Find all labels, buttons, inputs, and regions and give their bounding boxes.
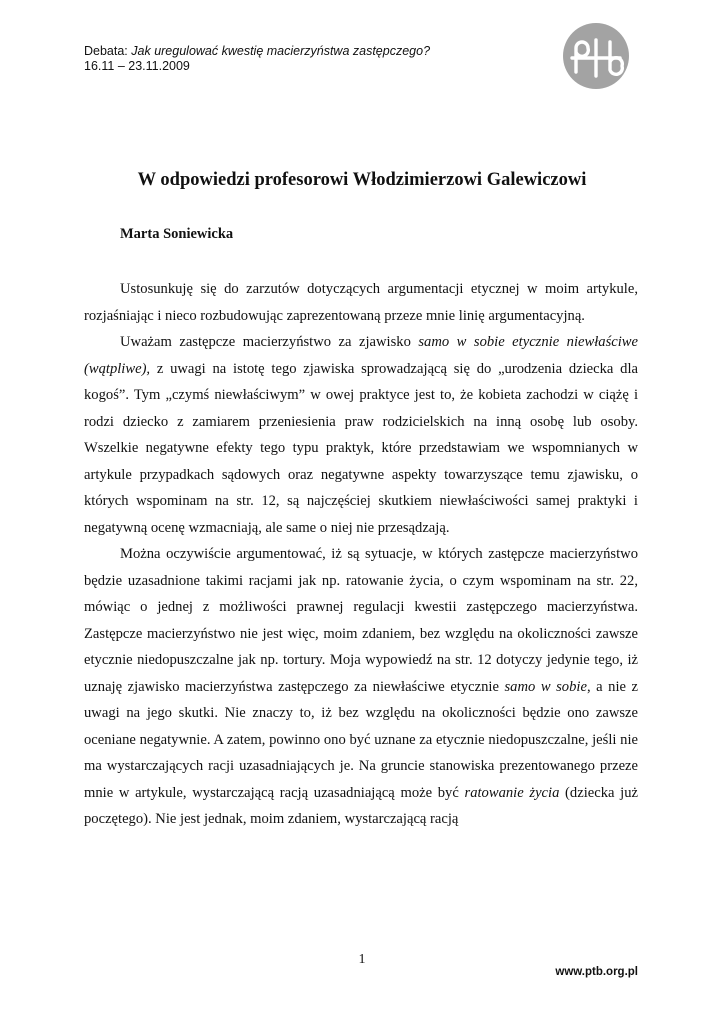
emphasis-text: ratowanie życia (464, 784, 560, 801)
document-header (84, 44, 430, 74)
debate-prefix: Debata: (84, 44, 132, 58)
paragraph-text: Ustosunkuję się do zarzutów dotyczących argumentacji etycznej w moim artykule, rozjaśniając i nieco rozbudowując zaprezentowaną przeze mnie linię argumentacyjną. (84, 281, 638, 324)
debate-topic: Jak uregulować kwestię macierzyństwa zastępczego? (131, 44, 431, 58)
paragraph-text: Uważam zastępcze macierzyństwo za zjawisko (120, 334, 419, 350)
article-title: W odpowiedzi profesorowi Włodzimierzowi Galewiczowi (137, 170, 587, 190)
paragraph (84, 276, 638, 329)
footer-url: www.ptb.org.pl (555, 966, 638, 978)
paragraph-text: , a nie z uwagi na jego skutki. Nie znaczy to, iż bez względu na okoliczności będzie ono zawsze oceniane negatywnie. A zatem, powinno ono być uznane za etycznie niedopuszczalne, jeśli nie ma wystarczających racji uzasadniających je. Na gruncie stanowiska prezentowanego przeze mnie w artykule, wystarczającą racją uzasadniającą może być (84, 678, 639, 801)
paragraph (84, 329, 638, 541)
paragraph-text: Można oczywiście argumentować, iż są sytuacje, w których zastępcze macierzyństwo będzie uzasadnione takimi racjami jak np. ratowanie życia, o czym wspominam na str. 22, mówiąc o jednej z możliwości prawnej regulacji kwestii zastępczego macierzyństwa. Zastępcze macierzyństwo nie jest więc, moim zdaniem, bez względu na okoliczności zawsze etycznie niedopuszczalne jak np. tortury. Moja wypowiedź na str. 12 dotyczy jedynie tego, iż uznaję zjawisko macierzyństwa zastępczego za niewłaściwe etycznie (84, 546, 638, 695)
paragraph (84, 541, 638, 833)
article-body (84, 276, 638, 833)
debate-line (84, 44, 430, 59)
ptb-logo-icon (562, 22, 630, 90)
emphasis-text: samo w sobie (504, 678, 587, 695)
author-name: Marta Soniewicka (120, 226, 234, 242)
emphasis-text: samo w sobie etycznie niewłaściwe (wątpliwe), (84, 334, 639, 377)
debate-dates: 16.11 – 23.11.2009 (84, 59, 190, 73)
paragraph-text: (dziecka już poczętego). Nie jest jednak, moim zdaniem, wystarczającą racją (84, 784, 638, 827)
page-number: 1 (358, 952, 366, 967)
paragraph-text: z uwagi na istotę tego zjawiska sprowadzającą się do „urodzenia dziecka dla kogoś”. Tym „czymś niewłaściwym” w owej praktyce jest to, że kobieta zachodzi w ciążę i rodzi dziecko z zamiarem przeniesienia praw rodzicielskich na inną osobę lub osoby. Wszelkie negatywne efekty tego typu praktyk, które przedstawiam we wspomnianych w artykule przypadkach sądowych oraz negatywne aspekty towarzyszące temu zjawisku, o których wspominam na str. 12, są najczęściej skutkiem niewłaściwości samej praktyki i negatywną ocenę wzmacniają, ale same o niej nie przesądzają. (84, 360, 638, 536)
